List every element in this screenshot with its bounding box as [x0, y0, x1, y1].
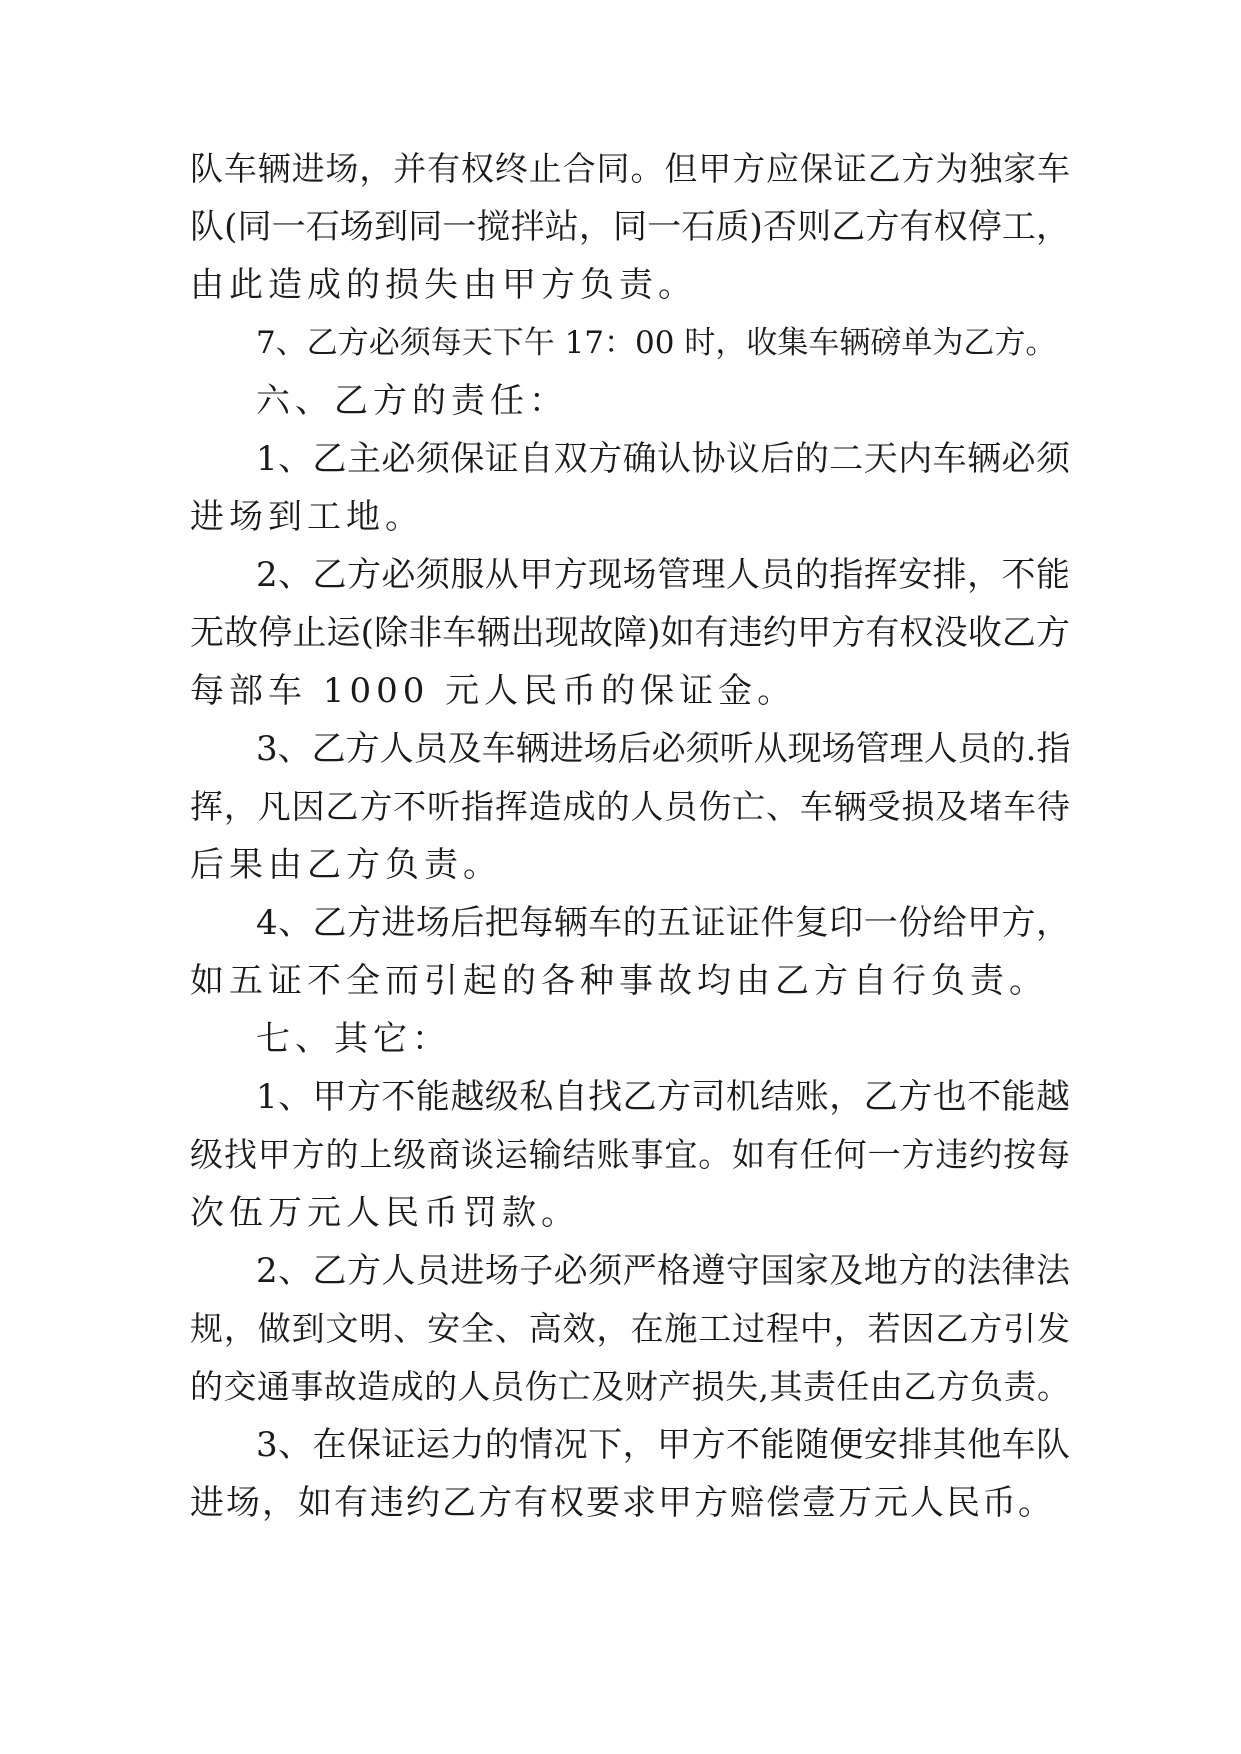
text-line: 次伍万元人民币罚款。 [190, 1193, 580, 1233]
section-heading: 六、乙方的责任： [256, 381, 568, 421]
text-line: 2、乙方必须服从甲方现场管理人员的指挥安排，不能 [256, 555, 1070, 595]
text-line: 无故停止运(除非车辆出现故障)如有违约甲方有权没收乙方 [190, 613, 1070, 653]
section-heading: 七、其它： [256, 1019, 451, 1059]
text-line: 2、乙方人员进场子必须严格遵守国家及地方的法律法 [256, 1251, 1070, 1291]
text-line: 由此造成的损失由甲方负责。 [190, 265, 697, 305]
text-line: 如五证不全而引起的各种事故均由乙方自行负责。 [190, 961, 1048, 1001]
text-line: 规，做到文明、安全、高效，在施工过程中，若因乙方引发 [190, 1309, 1070, 1348]
text-line: 的交通事故造成的人员伤亡及财产损失,其责任由乙方负责。 [190, 1367, 1070, 1406]
text-line: 7、乙方必须每天下午 17：00 时，收集车辆磅单为乙方。 [256, 325, 1057, 361]
text-line: 4、乙方进场后把每辆车的五证证件复印一份给甲方， [256, 903, 1070, 943]
text-line: 3、乙方人员及车辆进场后必须听从现场管理人员的.指 [256, 729, 1071, 769]
text-line: 3、在保证运力的情况下，甲方不能随便安排其他车队 [256, 1425, 1070, 1465]
text-line: 队车辆进场，并有权终止合同。但甲方应保证乙方为独家车 [190, 149, 1070, 188]
text-line: 级找甲方的上级商谈运输结账事宜。如有任何一方违约按每 [190, 1135, 1070, 1174]
text-line: 1、乙主必须保证自双方确认协议后的二天内车辆必须 [256, 439, 1070, 479]
text-line: 队(同一石场到同一搅拌站，同一石质)否则乙方有权停工， [190, 207, 1070, 247]
text-line: 进场到工地。 [190, 497, 424, 537]
text-line: 每部车 1000 元人民币的保证金。 [190, 671, 797, 711]
text-line: 挥，凡因乙方不听指挥造成的人员伤亡、车辆受损及堵车待 [190, 787, 1070, 826]
text-line: 进场，如有违约乙方有权要求甲方赔偿壹万元人民币。 [190, 1483, 1054, 1523]
text-line: 1、甲方不能越级私自找乙方司机结账，乙方也不能越 [256, 1077, 1070, 1117]
text-line: 后果由乙方负责。 [190, 845, 502, 885]
